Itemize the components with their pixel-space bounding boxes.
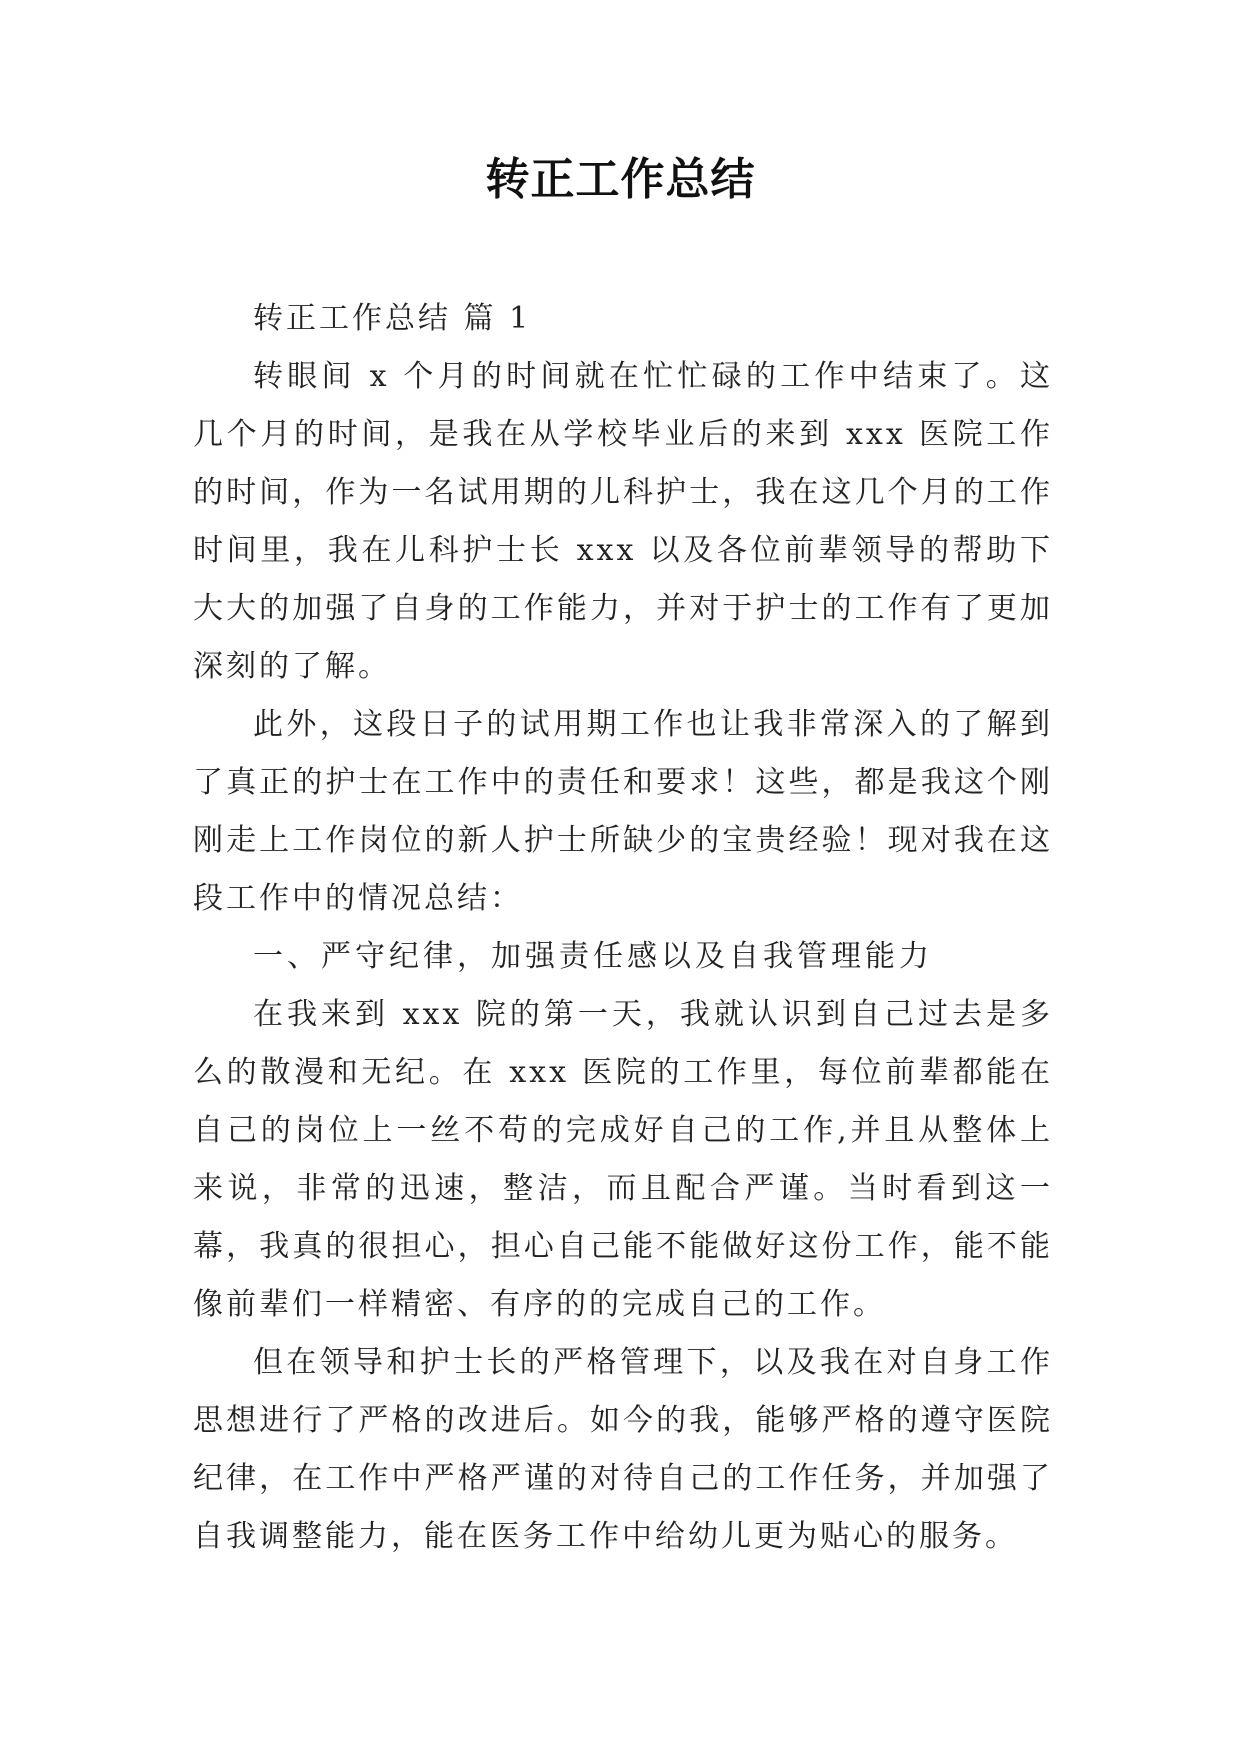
paragraph: 在我来到 xxx 院的第一天，我就认识到自己过去是多么的散漫和无纪。在 xxx 医院的工作里，每位前辈都能在自己的岗位上一丝不苟的完成好自己的工作,并且从整体上来说，非常的迅速，整洁，而且配合严谨。当时看到这一幕，我真的很担心，担心自己能不能做好这份工作，能不能像前辈们一样精密、有序的的完成自己的工作。 bbox=[193, 997, 1053, 1322]
document-title: 转正工作总结 bbox=[485, 154, 756, 205]
paragraph: 此外，这段日子的试用期工作也让我非常深入的了解到了真正的护士在工作中的责任和要求！这些，都是我这个刚刚走上工作岗位的新人护士所缺少的宝贵经验！现对我在这段工作中的情况总结： bbox=[193, 707, 1053, 916]
subheading: 一、严守纪律，加强责任感以及自我管理能力 bbox=[253, 939, 933, 974]
section-heading: 转正工作总结 篇 1 bbox=[253, 301, 532, 336]
paragraph: 但在领导和护士长的严格管理下，以及我在对自身工作思想进行了严格的改进后。如今的我，能够严格的遵守医院纪律，在工作中严格严谨的对待自己的工作任务，并加强了自我调整能力，能在医务工作中给幼儿更为贴心的服务。 bbox=[193, 1345, 1053, 1554]
document-body bbox=[193, 290, 1053, 1566]
paragraph: 转眼间 x 个月的时间就在忙忙碌的工作中结束了。这几个月的时间，是我在从学校毕业后的来到 xxx 医院工作的时间，作为一名试用期的儿科护士，我在这几个月的工作时间里，我在儿科护士长 xxx 以及各位前辈领导的帮助下大大的加强了自身的工作能力，并对于护士的工作有了更加深刻的了解。 bbox=[193, 359, 1053, 684]
